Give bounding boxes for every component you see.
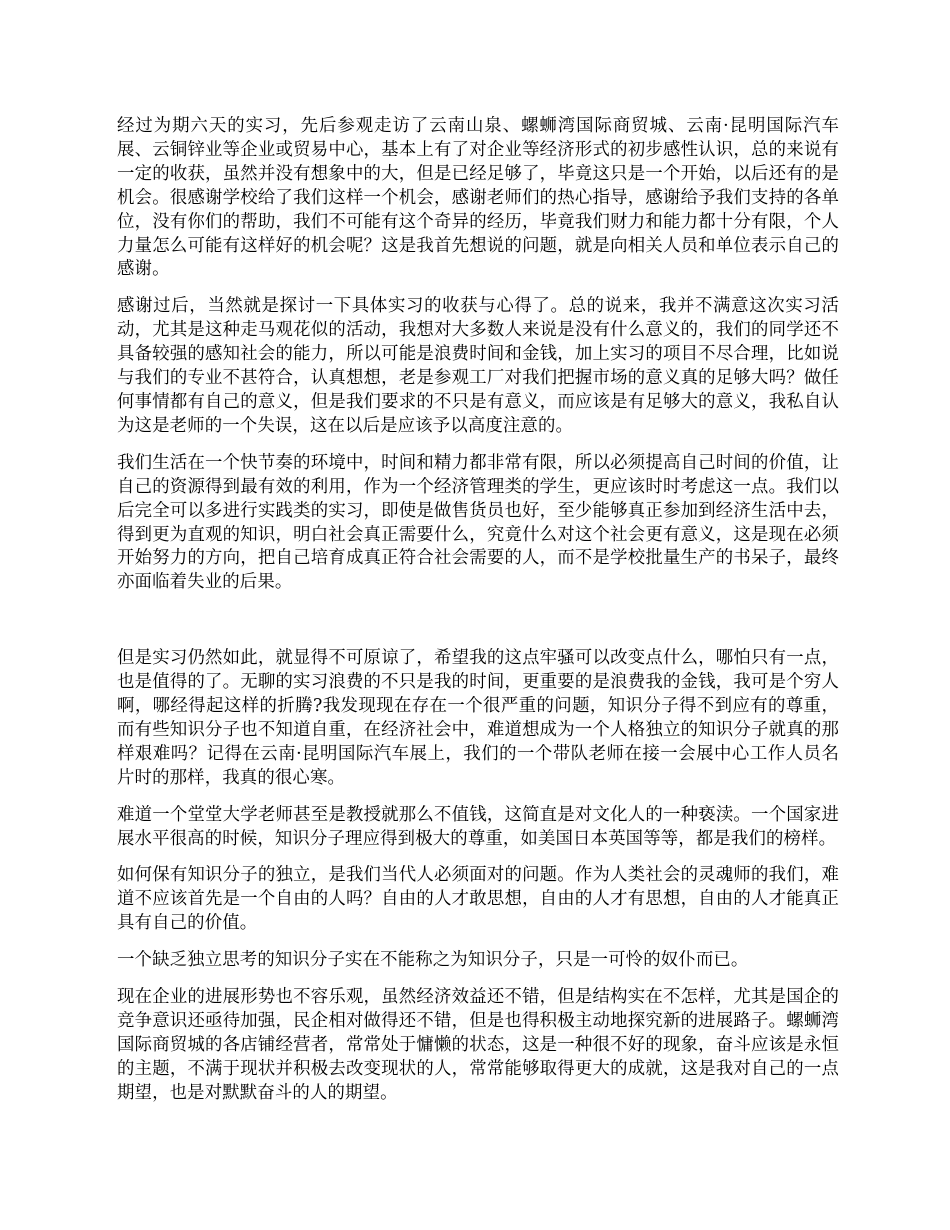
paragraph-2: 感谢过后，当然就是探讨一下具体实习的收获与心得了。总的说来，我并不满意这次实习活动，尤其是这种走马观花似的活动，我想对大多数人来说是没有什么意义的，我们的同学还不具备较强的感知社会的能力，所以可能是浪费时间和金钱，加上实习的项目不尽合理，比如说与我们的专业不甚符合，认真想想，老是参观工厂对我们把握市场的意义真的足够大吗？做任何事情都有自己的意义，但是我们要求的不只是有意义，而应该是有足够大的意义，我私自认为这是老师的一个失误，这在以后是应该予以高度注意的。 — [117, 296, 839, 436]
section-1 — [117, 115, 839, 595]
paragraph-5: 难道一个堂堂大学老师甚至是教授就那么不值钱，这简直是对文化人的一种亵渎。一个国家进展水平很高的时候，知识分子理应得到极大的尊重，如美国日本英国等等，都是我们的榜样。 — [117, 804, 839, 849]
paragraph-4: 但是实习仍然如此，就显得不可原谅了，希望我的这点牢骚可以改变点什么，哪怕只有一点，也是值得的了。无聊的实习浪费的不只是我的时间，更重要的是浪费我的金钱，我可是个穷人啊，哪经得起这样的折腾?我发现现在存在一个很严重的问题，知识分子得不到应有的尊重，而有些知识分子也不知道自重，在经济社会中，难道想成为一个人格独立的知识分子就真的那样艰难吗？记得在云南·昆明国际汽车展上，我们的一个带队老师在接一会展中心工作人员名片时的那样，我真的很心寒。 — [117, 648, 839, 788]
section-2 — [117, 647, 839, 1105]
paragraph-3: 我们生活在一个快节奏的环境中，时间和精力都非常有限，所以必须提高自己时间的价值，让自己的资源得到最有效的利用，作为一个经济管理类的学生，更应该时时考虑这一点。我们以后完全可以多进行实践类的实习，即使是做售货员也好，至少能够真正参加到经济生活中去，得到更为直观的知识，明白社会真正需要什么，究竟什么对这个社会更有意义，这是现在必须开始努力的方向，把自己培育成真正符合社会需要的人，而不是学校批量生产的书呆子，最终亦面临着失业的后果。 — [117, 452, 839, 593]
section-divider — [117, 608, 839, 647]
paragraph-8: 现在企业的进展形势也不容乐观，虽然经济效益还不错，但是结构实在不怎样，尤其是国企的竞争意识还亟待加强，民企相对做得还不错，但是也得积极主动地探究新的进展路子。螺蛳湾国际商贸城的各店铺经营者，常常处于慵懒的状态，这是一种很不好的现象，奋斗应该是永恒的主题，不满于现状并积极去改变现状的人，常常能够取得更大的成就，这是我对自己的一点期望，也是对默默奋斗的人的期望。 — [117, 987, 839, 1103]
paragraph-7: 一个缺乏独立思考的知识分子实在不能称之为知识分子，只是一可怜的奴仆而已。 — [117, 950, 749, 971]
document-page — [117, 115, 839, 1119]
paragraph-1: 经过为期六天的实习，先后参观走访了云南山泉、螺蛳湾国际商贸城、云南·昆明国际汽车展、云铜锌业等企业或贸易中心，基本上有了对企业等经济形式的初步感性认识，总的来说有一定的收获，虽然并没有想象中的大，但是已经足够了，毕竟这只是一个开始，以后还有的是机会。很感谢学校给了我们这样一个机会，感谢老师们的热心指导，感谢给予我们支持的各单位，没有你们的帮助，我们不可能有这个奇异的经历，毕竟我们财力和能力都十分有限，个人力量怎么可能有这样好的机会呢？这是我首先想说的问题，就是向相关人员和单位表示自己的感谢。 — [117, 116, 839, 280]
paragraph-6: 如何保有知识分子的独立，是我们当代人必须面对的问题。作为人类社会的灵魂师的我们，难道不应该首先是一个自由的人吗？自由的人才敢思想，自由的人才有思想，自由的人才能真正具有自己的价值。 — [117, 865, 839, 934]
